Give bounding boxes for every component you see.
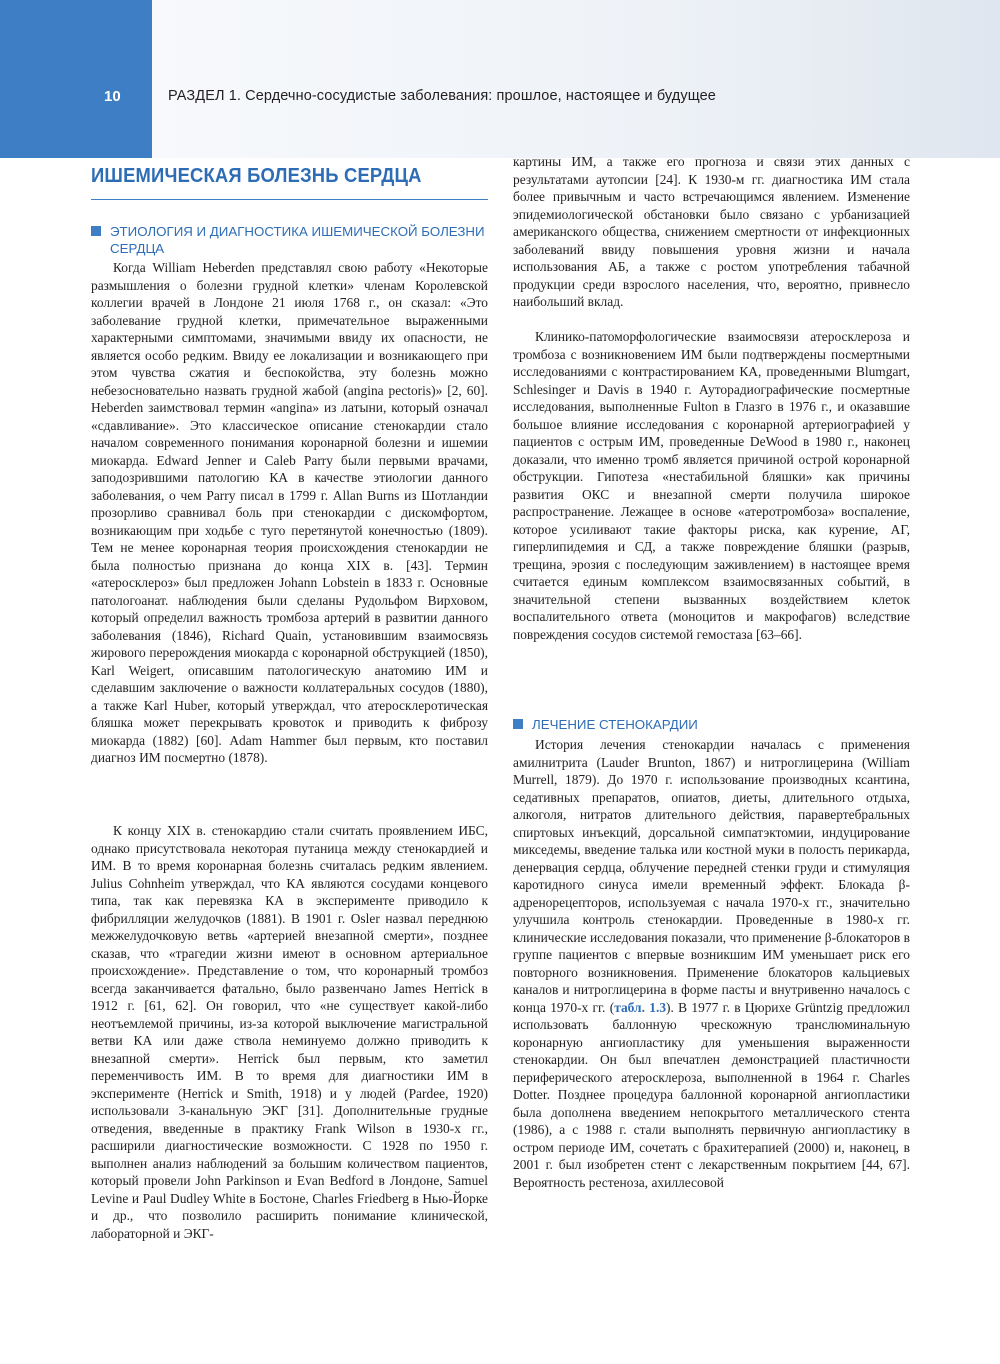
section-heading-text: ЛЕЧЕНИЕ СТЕНОКАРДИИ bbox=[532, 717, 698, 732]
table-reference-link[interactable]: табл. 1.3 bbox=[614, 999, 667, 1015]
section-heading-treatment bbox=[513, 716, 929, 733]
paragraph-5-part-b: ). В 1977 г. в Цюрихе Grüntzig предложил использовать баллонную чрескожную транслюминальную коронарную ангиопластику для уменьшения выраженности стенокардии. Он был впечатлен демонстрацией пластичности периферического атеросклероза, выполненной в 1964 г. Charles Dotter. Позднее процедура баллонной коронарной ангиопластики была дополнена введением непокрытого металлического стента (1986), а с 1988 г. стали выполнять первичную ангиопластику в остром периоде ИМ, сочетать с брахитерапией (2000) и, наконец, в 2001 г. был изобретен стент с лекарственным покрытием [44, 67]. Вероятность рестеноза, ахиллесовой bbox=[513, 999, 910, 1190]
paragraph-4: Клинико-патоморфологические взаимосвязи атеросклероза и тромбоза с возникновением ИМ были подтверждены посмертными исследованиями с контрастированием КА, проведенными Blumgart, Schlesinger и Davis в 1940 г. Ауторадиографические посмертные исследования, выполненные Fulton в Глазго в 1976 г., и оказавшие большое влияние исследования с коронарной артериографией у пациентов с острым ИМ, проведенные DeWood в 1980 г., наконец доказали, что именно тромб является причиной острой коронарной обструкции. Гипотеза «нестабильной бляшки» как причины развития ОКС и внезапной смерти получила широкое распространение. Лежащее в основе «атеротромбоза» воспаление, которое усиливают такие факторы риска, как курение, АГ, гиперлипидемия и СД, а также повреждение бляшки (разрыв, трещина, эрозия с последующим заживлением) в настоящее время считается единым комплексом взаимосвязанных событий, в значительной степени вызванных воздействием клеток воспалительного ответа (моноцитов и макрофагов) вследствие повреждения сосудов системой гемостаза [63–66]. bbox=[513, 329, 910, 642]
paragraph-5-part-a: История лечения стенокардии началась с применения амилнитрита (Lauder Brunton, 1867) и нитроглицерина (William Murrell, 1879). До 1970 г. использование производных ксантина, седативных препаратов, опиатов, диеты, длительного отдыха, алкоголя, нитратов длительного действия, паравертебральных спиртовых инъекций, дорсальной симпатэктомии, индуцирование микседемы, введение талька или костной муки в полость перикарда, денервация сердца, облучение передней стенки груди и стимуляция каротидного синуса имели временный эффект. Блокада β-адренорецепторов, используемая с начала 1970-х гг., значительно улучшила контроль стенокардии. Проведенные в 1980-х гг. клинические исследования показали, что применение β-блокаторов в группе пациентов с впервые возникшим ИМ уменьшает риск его повторного возникновения. Применение блокаторов кальциевых каналов и нитроглицерина в форме пасты и внутривенно началось с конца 1970-х гг. ( bbox=[513, 737, 910, 1015]
page-number: 10 bbox=[104, 88, 121, 105]
running-head: РАЗДЕЛ 1. Сердечно-сосудистые заболевания: прошлое, настоящее и будущее bbox=[168, 88, 716, 104]
paragraph-5 bbox=[513, 736, 910, 1191]
paragraph-3: картины ИМ, а также его прогноза и связи этих данных с результатами аутопсии [24]. К 1930-м гг. диагностика ИМ стала более привычным и часто встречающимся явлением. Изменение эпидемиологической обстановки было связано с урбанизацией американского общества, снижением смертности от инфекционных заболеваний ввиду повышения уровня жизни и начала использования АБ, а также с ростом употребления табачной продукции среди взрослого населения, что, вероятно, привнесло наибольший вклад. bbox=[513, 154, 910, 309]
square-bullet-icon bbox=[513, 719, 523, 729]
square-bullet-icon bbox=[91, 226, 101, 236]
page-number-block bbox=[0, 0, 152, 158]
header-band bbox=[150, 0, 1000, 158]
title-rule bbox=[91, 199, 488, 200]
chapter-title: ИШЕМИЧЕСКАЯ БОЛЕЗНЬ СЕРДЦА bbox=[91, 165, 422, 187]
section-heading-text: ЭТИОЛОГИЯ И ДИАГНОСТИКА ИШЕМИЧЕСКОЙ БОЛЕЗНИ СЕРДЦА bbox=[110, 224, 485, 256]
section-heading-etiology bbox=[91, 223, 507, 257]
paragraph-1: Когда William Heberden представлял свою работу «Некоторые размышления о болезни грудной клетки» членам Королевской коллегии врачей в Лондоне 21 июля 1768 г., он сказал: «Это заболевание грудной клетки, примечательное выраженными характерными симптомами, значимыми ввиду их опасности, не является особо редким. Ввиду ее локализации и возникающего при этом чувства сжатия и беспокойства, эту болезнь можно небезосновательно назвать грудной жабой (angina pectoris)» [2, 60]. Heberden заимствовал термин «angina» из латыни, который означал «сдавливание». Это классическое описание стенокардии стало началом современного понимания коронарной болезни и ишемии миокарда. Edward Jenner и Caleb Parry были первыми врачами, заподозрившими патологию КА в качестве этиологии данного заболевания, о чем Parry писал в 1799 г. Allan Burns из Шотландии прозорливо сравнивал боль при стенокардии с дискомфортом, возникающим при ходьбе с туго перетянутой конечностью (1809). Тем не менее коронарная теория происхождения стенокардии не была полностью признана до конца XIX в. [43]. Термин «атеросклероз» был предложен Johann Lobstein в 1833 г. Основные патологоанат. наблюдения были сделаны Рудольфом Вирховом, который определил важность тромбоза артерий в развитии данного заболевания (1846), Richard Quain, установившим взаимосвязь жирового перерождения миокарда с коронарной обструкцией (1850), Karl Weigert, описавшим патологическую анатомию ИМ и сделавшим заключение о важности коллатеральных сосудов (1880), а также Karl Huber, который утверждал, что атеросклеротическая бляшка может перекрывать кровоток и приводить к фиброзу миокарда (1882) [60]. Adam Hammer был первым, кто поставил диагноз ИМ посмертно (1878). bbox=[91, 260, 488, 765]
paragraph-2: К концу XIX в. стенокардию стали считать проявлением ИБС, однако присутствовала некоторая путаница между стенокардией и ИМ. В то время коронарная болезнь считалась редким явлением. Julius Cohnheim утверждал, что КА являются сосудами концевого типа, так как перевязка КА в эксперименте приводило к фибрилляции желудочков (1881). В 1901 г. Osler назвал переднюю межжелудочковую ветвь «артерией внезапной смерти», позднее сказав, что «трагедии жизни имеют в основном артериальное происхождение». Представление о том, что коронарный тромбоз всегда заканчивается фатально, было развенчано James Herrick в 1912 г. [61, 62]. Он говорил, что «не существует какой-либо неотъемлемой причины, из-за которой выключение магистральной ветви КА или даже ствола неминуемо должно приводить к внезапной смерти». Herrick был первым, кто заметил переменчивость ИМ. В то время для диагностики ИМ в эксперименте (Herrick и Smith, 1918) и у людей (Pardee, 1920) использовали 3-канальную ЭКГ [31]. Дополнительные грудные отведения, введенные в практику Frank Wilson в 1930-х гг., расширили диагностические возможности. С 1928 по 1950 г. выполнен анализ наблюдений за большим количеством пациентов, который провели John Parkinson и Evan Bedford в Лондоне, Samuel Levine и Paul Dudley White в Бостоне, Charles Friedberg в Нью-Йорке и др., что позволило расширить понимание клинической, лабораторной и ЭКГ- bbox=[91, 823, 488, 1241]
